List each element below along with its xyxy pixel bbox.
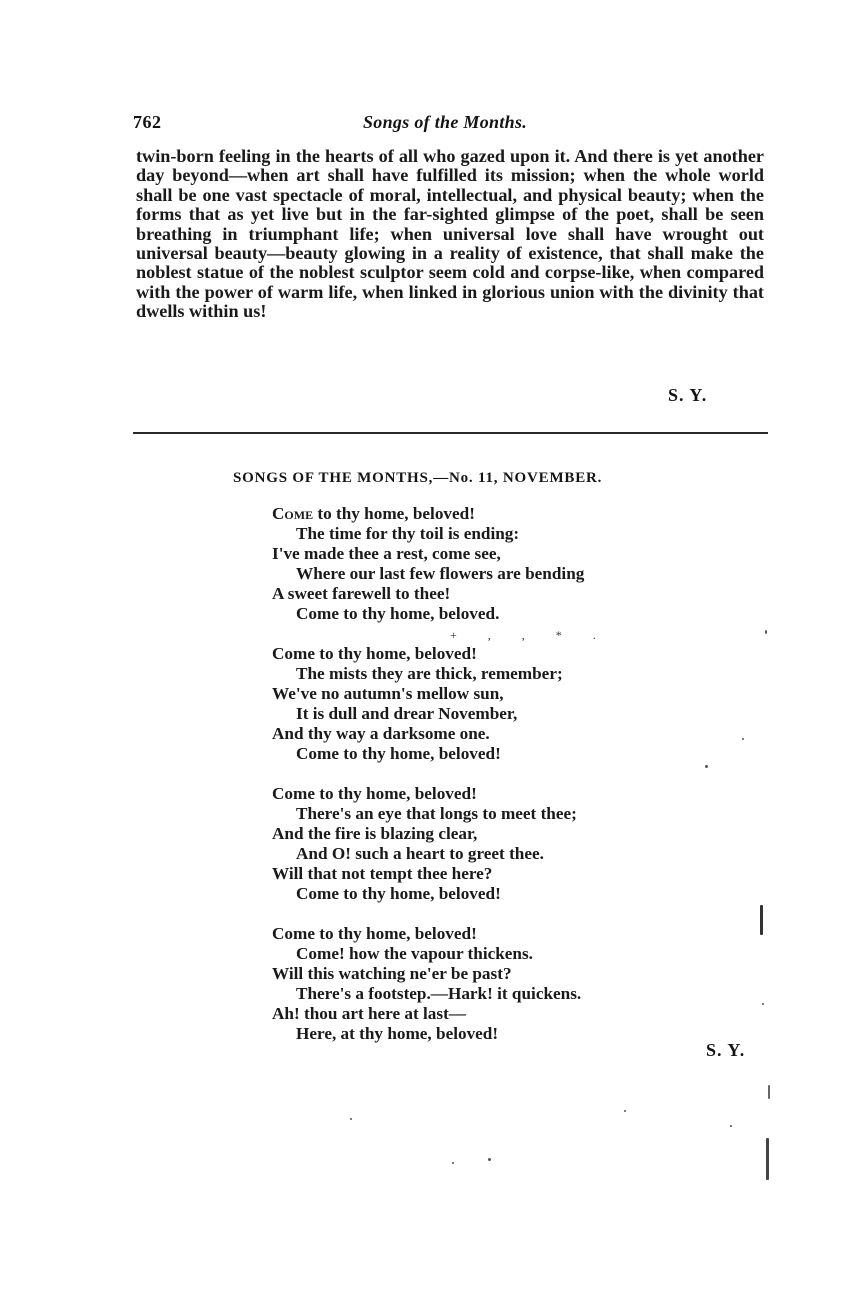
poem-line: Come to thy home, beloved! <box>296 884 501 903</box>
scan-speck <box>705 765 708 768</box>
poem-line: The time for thy toil is ending: <box>296 524 520 543</box>
poem-line: Come to thy home, beloved! <box>296 744 501 763</box>
stanza-4 <box>272 924 692 1044</box>
poem-line: Come to thy home, beloved! <box>272 924 477 943</box>
scan-speck <box>766 1138 769 1180</box>
poem-line: Here, at thy home, beloved! <box>296 1024 499 1043</box>
poem-line: And O! such a heart to greet thee. <box>296 844 544 863</box>
scan-speck <box>762 1003 764 1005</box>
scan-speck <box>624 1110 626 1112</box>
running-head <box>133 112 769 136</box>
scan-speck <box>768 1085 770 1099</box>
scan-speck <box>452 1162 454 1164</box>
poem-body <box>272 504 692 1064</box>
section-divider <box>133 432 768 434</box>
scan-speck <box>730 1125 732 1127</box>
poem-line: Will this watching ne'er be past? <box>272 964 512 983</box>
poem-line: There's a footstep.—Hark! it quickens. <box>296 984 582 1003</box>
poem-line: Ah! thou art here at last— <box>272 1004 466 1023</box>
prose-paragraph <box>136 147 764 322</box>
running-title: Songs of the Months. <box>363 112 528 132</box>
poem-line: Will that not tempt thee here? <box>272 864 493 883</box>
poem-line: Come! how the vapour thickens. <box>296 944 533 963</box>
poem-line: Where our last few flowers are bending <box>296 564 585 583</box>
prose-signature: S. Y. <box>668 385 708 405</box>
poem-line: There's an eye that longs to meet thee; <box>296 804 577 823</box>
scan-speck <box>765 630 767 634</box>
poem-line: Come to thy home, beloved! <box>272 784 477 803</box>
poem-line: I've made thee a rest, come see, <box>272 544 501 563</box>
poem-line: And the fire is blazing clear, <box>272 824 478 843</box>
poem-line: And thy way a darksome one. <box>272 724 490 743</box>
poem-line: It is dull and drear November, <box>296 704 518 723</box>
stanza-3 <box>272 784 692 904</box>
drop-word: Come <box>272 504 314 523</box>
prose-text: twin-born feeling in the hearts of all who gazed upon it. And there is yet another day beyond—when art shall have fulfilled its mission; when the whole world shall be one vast spectacle of moral, intellectual, and physical beauty; when the forms that as yet live but in the far-sighted glimpse of the poet, shall be seen breathing in triumphant life; when universal love shall have wrought out universal beauty—beauty glowing in a reality of existence, that shall make the noblest statue of the noblest sculptor seem cold and corpse-like, when compared with the power of warm life, when linked in glorious union with the divinity that dwells within us! <box>136 146 764 322</box>
stanza-1 <box>272 504 692 624</box>
poem-title: SONGS OF THE MONTHS,—No. 11, NOVEMBER. <box>233 470 603 486</box>
poem-line: A sweet farewell to thee! <box>272 584 451 603</box>
poem-line: Come to thy home, beloved! <box>272 504 475 523</box>
stanza-2 <box>272 644 692 764</box>
poem-signature: S. Y. <box>706 1040 746 1060</box>
poem-line: Come to thy home, beloved. <box>296 604 500 623</box>
scan-speck <box>760 905 763 935</box>
poem-line: We've no autumn's mellow sun, <box>272 684 504 703</box>
scan-speck <box>488 1158 491 1161</box>
scan-speck <box>350 1118 352 1120</box>
poem-line: Come to thy home, beloved! <box>272 644 477 663</box>
scan-speck <box>742 738 744 740</box>
page-number: 762 <box>133 112 162 132</box>
poem-line: The mists they are thick, remember; <box>296 664 563 683</box>
stanza-ornament: + , , * . <box>450 628 610 642</box>
